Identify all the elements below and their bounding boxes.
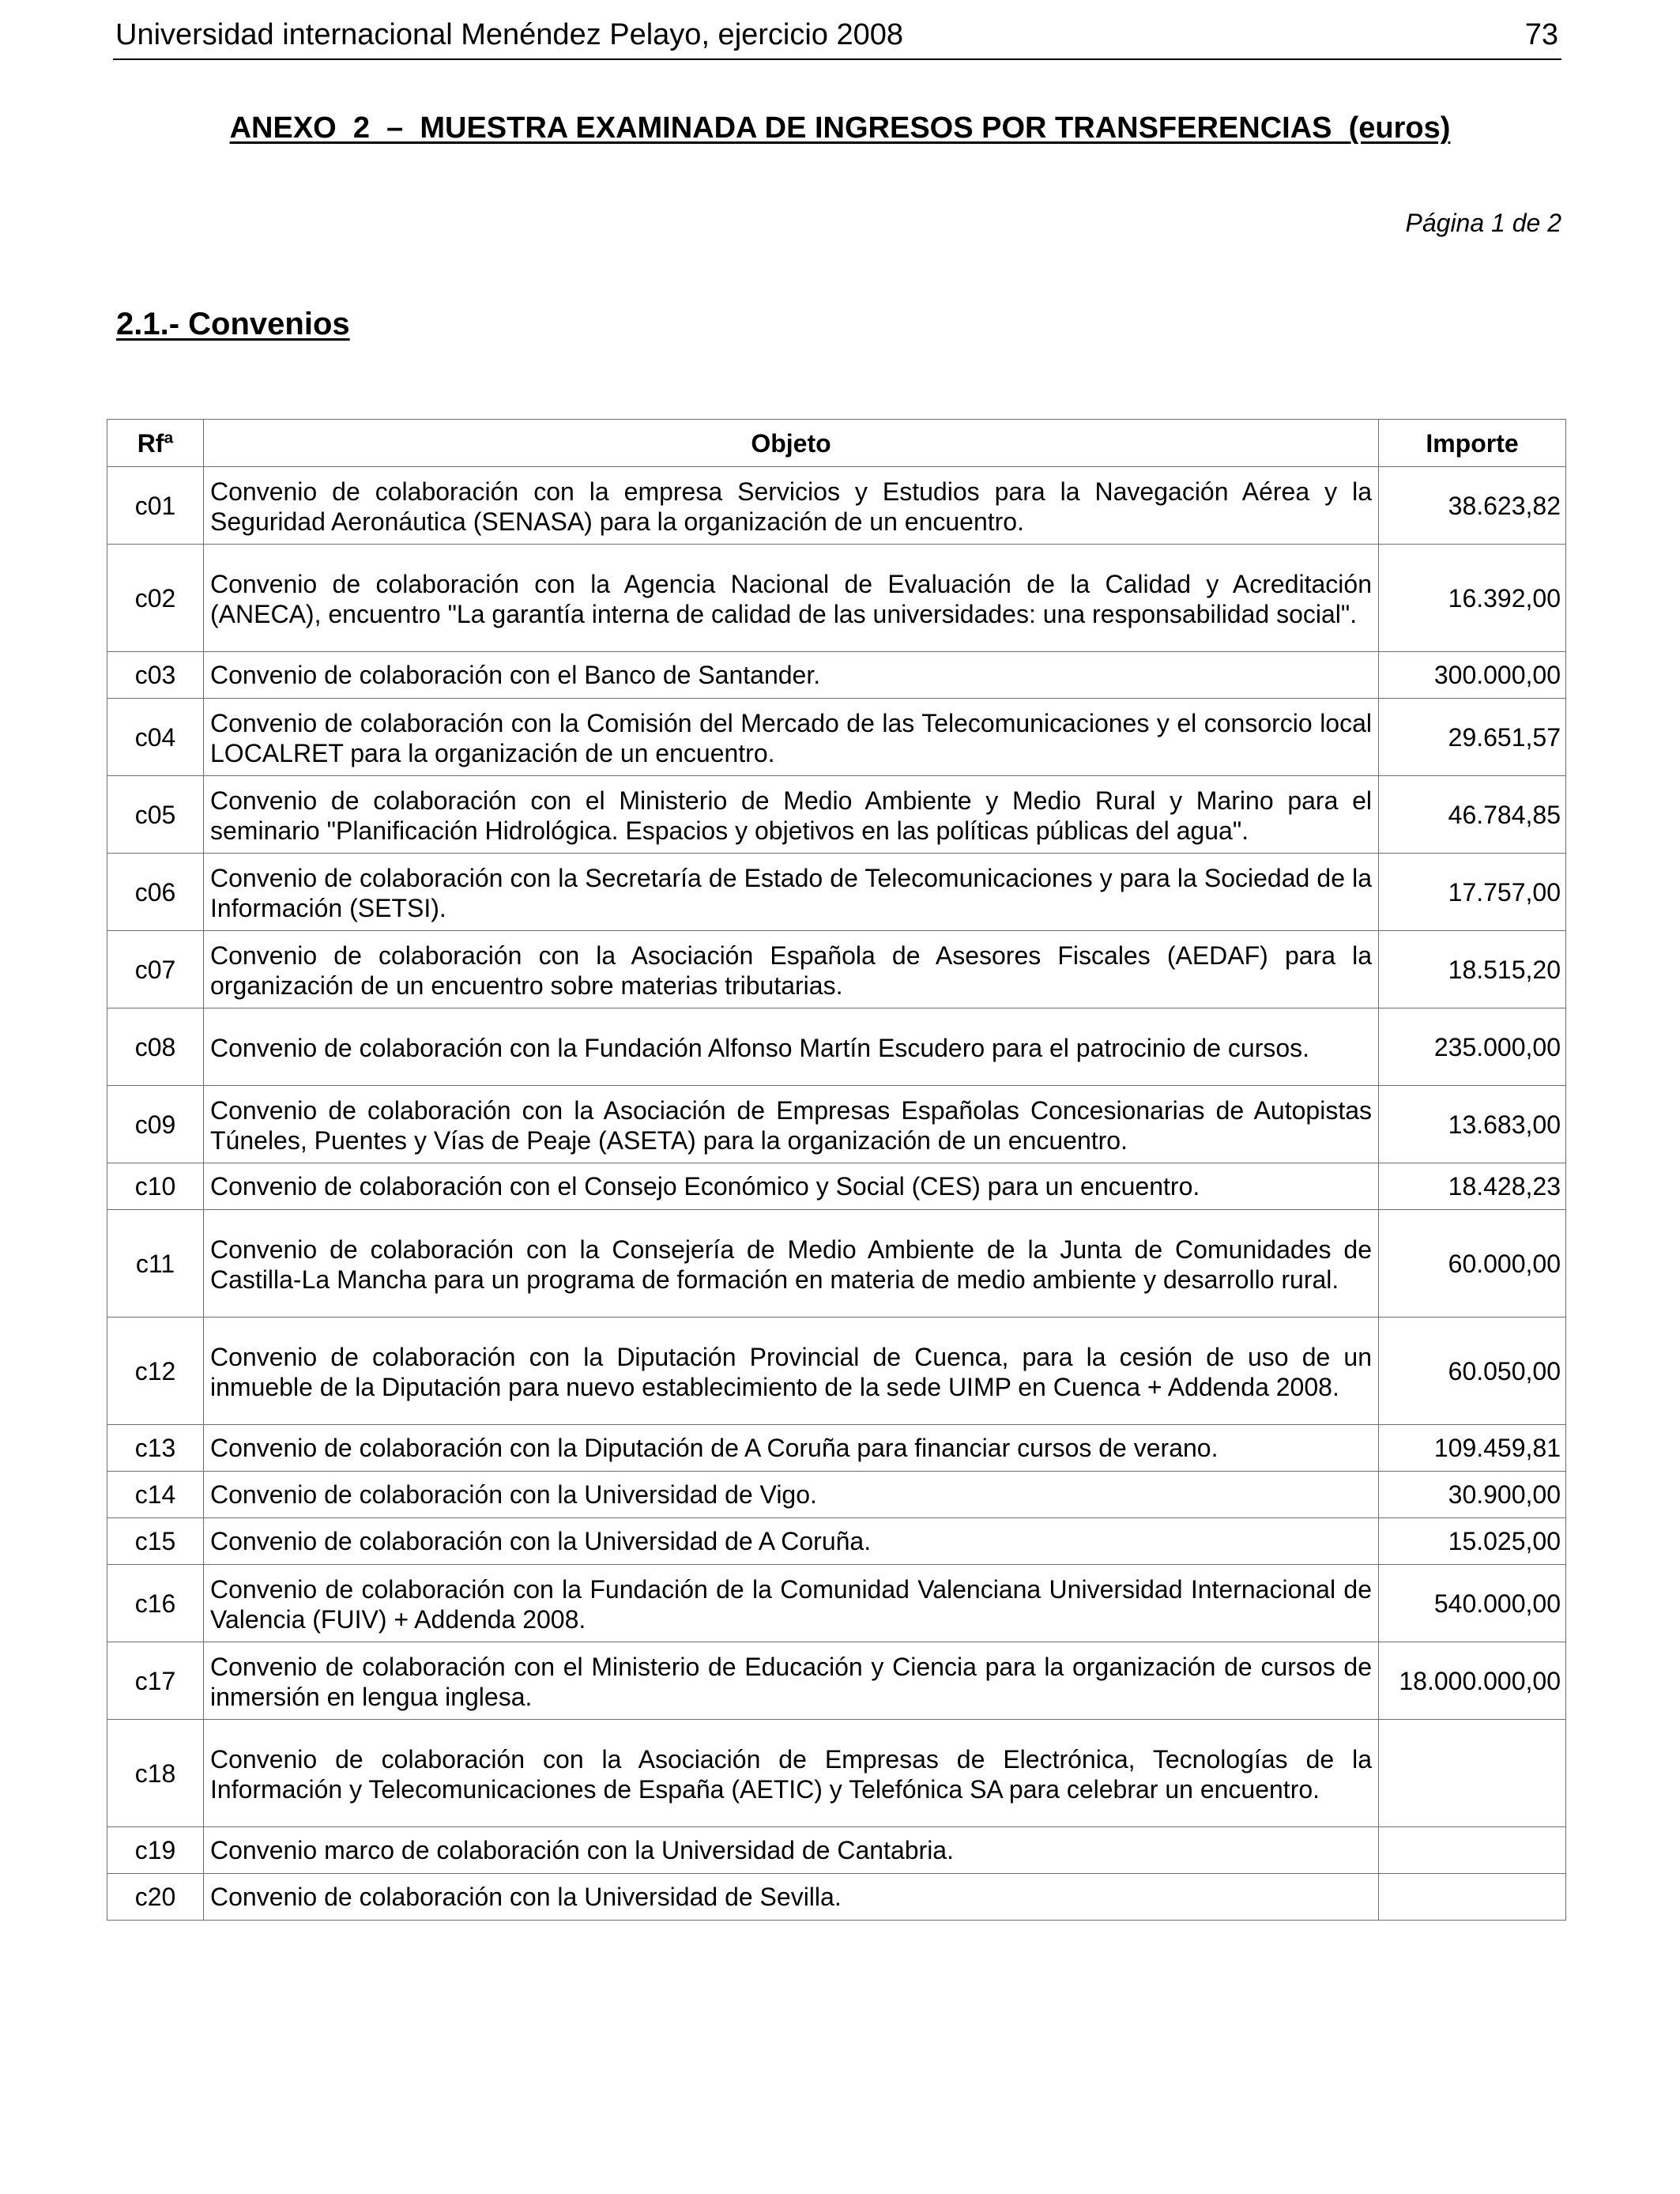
- row-object: Convenio de colaboración con la Secretaría de Estado de Telecomunicaciones y para la Sociedad de la Información (SETSI).: [204, 854, 1379, 931]
- row-object: Convenio marco de colaboración con la Universidad de Cantabria.: [204, 1827, 1379, 1874]
- table-row: [107, 699, 1566, 776]
- row-ref: c04: [107, 699, 204, 776]
- table-row: [107, 1472, 1566, 1518]
- row-amount: 540.000,00: [1379, 1565, 1566, 1642]
- row-object: Convenio de colaboración con la Diputación Provincial de Cuenca, para la cesión de uso de un inmueble de la Diputación para nuevo establecimiento de la sede UIMP en Cuenca + Addenda 2008.: [204, 1318, 1379, 1425]
- row-object: Convenio de colaboración con la empresa Servicios y Estudios para la Navegación Aérea y la Seguridad Aeronáutica (SENASA) para la organización de un encuentro.: [204, 467, 1379, 545]
- row-amount: 29.651,57: [1379, 699, 1566, 776]
- table-row: [107, 1565, 1566, 1642]
- header-page-number: 73: [1524, 18, 1558, 51]
- row-object: Convenio de colaboración con el Consejo Económico y Social (CES) para un encuentro.: [204, 1163, 1379, 1210]
- page-indicator: Página 1 de 2: [1405, 209, 1561, 237]
- row-object: Convenio de colaboración con el Ministerio de Educación y Ciencia para la organización de cursos de inmersión en lengua inglesa.: [204, 1642, 1379, 1720]
- agreements-table: [107, 419, 1566, 1921]
- row-object: Convenio de colaboración con la Universidad de A Coruña.: [204, 1518, 1379, 1565]
- row-ref: c11: [107, 1210, 204, 1318]
- row-amount: 235.000,00: [1379, 1008, 1566, 1086]
- row-object: Convenio de colaboración con la Fundación de la Comunidad Valenciana Universidad Internacional de Valencia (FUIV) + Addenda 2008.: [204, 1565, 1379, 1642]
- table-row: [107, 1874, 1566, 1921]
- column-header-amount: Importe: [1379, 420, 1566, 467]
- row-amount: 17.757,00: [1379, 854, 1566, 931]
- row-ref: c01: [107, 467, 204, 545]
- row-object: Convenio de colaboración con la Diputación de A Coruña para financiar cursos de verano.: [204, 1425, 1379, 1472]
- row-ref: c14: [107, 1472, 204, 1518]
- row-amount: [1379, 1874, 1566, 1921]
- column-header-object: Objeto: [204, 420, 1379, 467]
- table-row: [107, 1827, 1566, 1874]
- table-row: [107, 1518, 1566, 1565]
- row-amount: 16.392,00: [1379, 545, 1566, 652]
- table-row: [107, 467, 1566, 545]
- table-row: [107, 1008, 1566, 1086]
- row-amount: 109.459,81: [1379, 1425, 1566, 1472]
- row-ref: c08: [107, 1008, 204, 1086]
- row-object: Convenio de colaboración con la Asociación de Empresas de Electrónica, Tecnologías de la Información y Telecomunicaciones de España (AETIC) y Telefónica SA para celebrar un encuentro.: [204, 1720, 1379, 1827]
- row-ref: c20: [107, 1874, 204, 1921]
- table-row: [107, 1210, 1566, 1318]
- row-ref: c13: [107, 1425, 204, 1472]
- row-ref: c17: [107, 1642, 204, 1720]
- row-ref: c03: [107, 652, 204, 699]
- row-ref: c18: [107, 1720, 204, 1827]
- table-row: [107, 1318, 1566, 1425]
- row-amount: 46.784,85: [1379, 776, 1566, 854]
- row-ref: c07: [107, 931, 204, 1008]
- row-amount: 13.683,00: [1379, 1086, 1566, 1163]
- table-row: [107, 545, 1566, 652]
- row-amount: 38.623,82: [1379, 467, 1566, 545]
- row-object: Convenio de colaboración con la Universidad de Vigo.: [204, 1472, 1379, 1518]
- row-amount: 18.000.000,00: [1379, 1642, 1566, 1720]
- row-amount: 30.900,00: [1379, 1472, 1566, 1518]
- row-amount: [1379, 1720, 1566, 1827]
- row-ref: c05: [107, 776, 204, 854]
- row-ref: c02: [107, 545, 204, 652]
- row-ref: c19: [107, 1827, 204, 1874]
- row-object: Convenio de colaboración con la Fundación Alfonso Martín Escudero para el patrocinio de cursos.: [204, 1008, 1379, 1086]
- row-ref: c06: [107, 854, 204, 931]
- row-amount: 300.000,00: [1379, 652, 1566, 699]
- table-row: [107, 1642, 1566, 1720]
- row-object: Convenio de colaboración con la Universidad de Sevilla.: [204, 1874, 1379, 1921]
- annex-title: ANEXO 2 – MUESTRA EXAMINADA DE INGRESOS POR TRANSFERENCIAS (euros): [229, 111, 1451, 145]
- row-ref: c15: [107, 1518, 204, 1565]
- column-header-ref: Rfª: [107, 420, 204, 467]
- table-header-row: [107, 420, 1566, 467]
- section-title: 2.1.- Convenios: [116, 307, 350, 341]
- row-ref: c09: [107, 1086, 204, 1163]
- row-ref: c10: [107, 1163, 204, 1210]
- table-row: [107, 652, 1566, 699]
- row-amount: 60.050,00: [1379, 1318, 1566, 1425]
- row-object: Convenio de colaboración con la Asociación Española de Asesores Fiscales (AEDAF) para la organización de un encuentro sobre materias tributarias.: [204, 931, 1379, 1008]
- row-amount: 18.515,20: [1379, 931, 1566, 1008]
- row-ref: c16: [107, 1565, 204, 1642]
- row-object: Convenio de colaboración con la Agencia Nacional de Evaluación de la Calidad y Acreditación (ANECA), encuentro "La garantía interna de calidad de las universidades: una responsabilidad social".: [204, 545, 1379, 652]
- row-object: Convenio de colaboración con el Banco de Santander.: [204, 652, 1379, 699]
- header-title: Universidad internacional Menéndez Pelayo, ejercicio 2008: [115, 18, 904, 51]
- row-object: Convenio de colaboración con el Ministerio de Medio Ambiente y Medio Rural y Marino para el seminario "Planificación Hidrológica. Espacios y objetivos en las políticas públicas del agua".: [204, 776, 1379, 854]
- row-object: Convenio de colaboración con la Consejería de Medio Ambiente de la Junta de Comunidades de Castilla-La Mancha para un programa de formación en materia de medio ambiente y desarrollo rural.: [204, 1210, 1379, 1318]
- table-row: [107, 776, 1566, 854]
- table-row: [107, 1720, 1566, 1827]
- row-amount: 60.000,00: [1379, 1210, 1566, 1318]
- table-row: [107, 931, 1566, 1008]
- table-row: [107, 1163, 1566, 1210]
- table-row: [107, 1086, 1566, 1163]
- row-amount: [1379, 1827, 1566, 1874]
- row-ref: c12: [107, 1318, 204, 1425]
- table-row: [107, 1425, 1566, 1472]
- table-row: [107, 854, 1566, 931]
- row-amount: 15.025,00: [1379, 1518, 1566, 1565]
- row-object: Convenio de colaboración con la Asociación de Empresas Españolas Concesionarias de Autopistas Túneles, Puentes y Vías de Peaje (ASETA) para la organización de un encuentro.: [204, 1086, 1379, 1163]
- row-amount: 18.428,23: [1379, 1163, 1566, 1210]
- page-header: [113, 14, 1561, 60]
- row-object: Convenio de colaboración con la Comisión del Mercado de las Telecomunicaciones y el consorcio local LOCALRET para la organización de un encuentro.: [204, 699, 1379, 776]
